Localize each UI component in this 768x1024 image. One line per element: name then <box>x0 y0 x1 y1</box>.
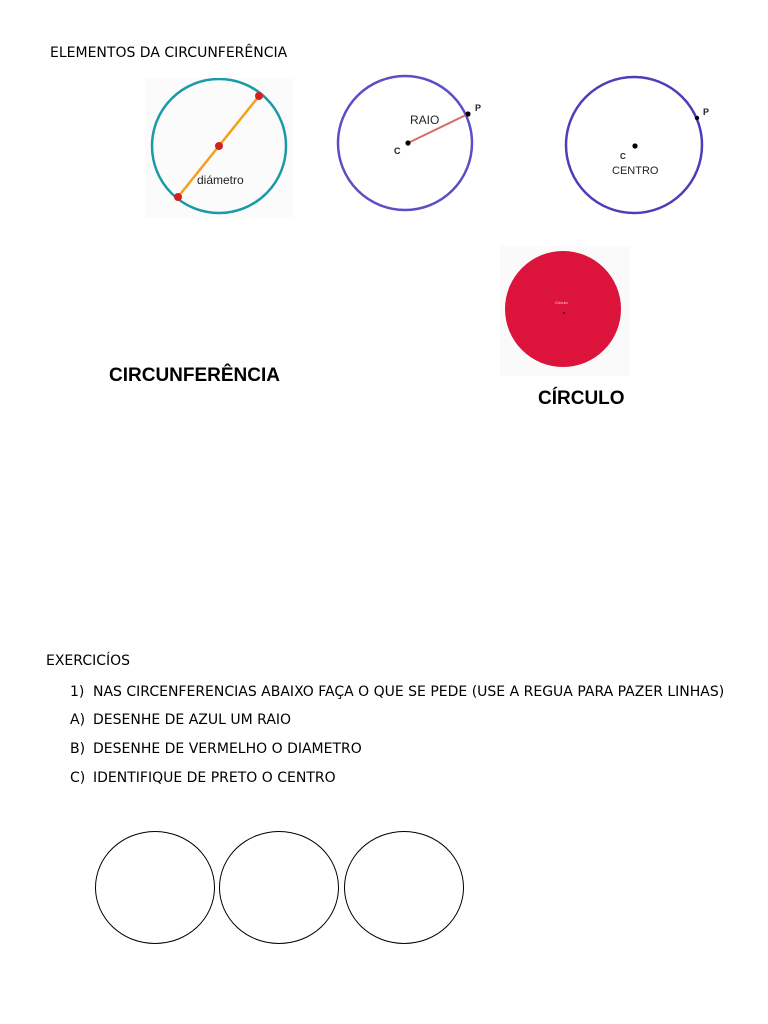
diameter-endpoint-top <box>255 92 263 100</box>
filled-circle-center <box>563 312 565 314</box>
radius-endpoint <box>465 111 470 116</box>
radius-figure <box>333 73 483 213</box>
exercise-item-1 <box>70 684 724 700</box>
center-figure-label: CENTRO <box>612 165 659 177</box>
filled-circle-figure <box>500 246 630 376</box>
radius-point-label: P <box>475 103 482 113</box>
exercise-text: DESENHE DE AZUL UM RAIO <box>93 712 292 728</box>
radius-circle <box>338 76 472 210</box>
exercise-text: NAS CIRCENFERENCIAS ABAIXO FAÇA O QUE SE PEDE (USE A REGUA PARA PAZER LINHAS) <box>93 684 725 700</box>
filled-circle <box>505 251 621 367</box>
diameter-figure <box>145 78 293 218</box>
center-point <box>632 143 637 148</box>
filled-circle-label: Círculo <box>555 300 568 305</box>
center-circle-point <box>695 116 699 120</box>
exercise-text: DESENHE DE VERMELHO O DIAMETRO <box>93 741 362 757</box>
center-p-label: P <box>703 107 710 117</box>
exercise-marker: C) <box>70 770 86 786</box>
diameter-center-point <box>215 142 223 150</box>
exercise-marker: B) <box>70 741 86 757</box>
diameter-endpoint-bottom <box>174 193 182 201</box>
exercise-item-a <box>70 712 291 728</box>
exercise-blank-circle-2[interactable] <box>219 831 339 944</box>
radius-label: RAIO <box>410 113 440 127</box>
exercise-marker: 1) <box>70 684 85 700</box>
center-c-label: C <box>620 152 626 161</box>
exercise-marker: A) <box>70 712 86 728</box>
exercise-text: IDENTIFIQUE DE PRETO O CENTRO <box>93 770 336 786</box>
center-figure <box>562 75 712 215</box>
exercise-item-c <box>70 770 336 786</box>
exercise-item-b <box>70 741 362 757</box>
circunferencia-label: CIRCUNFERÊNCIA <box>109 365 280 386</box>
radius-center-label: C <box>394 146 401 156</box>
circulo-label: CÍRCULO <box>538 388 625 409</box>
radius-center-point <box>405 140 410 145</box>
exercises-heading: EXERCICÍOS <box>46 653 131 669</box>
exercise-blank-circle-1[interactable] <box>95 831 215 944</box>
exercise-blank-circle-3[interactable] <box>344 831 464 944</box>
page-title: ELEMENTOS DA CIRCUNFERÊNCIA <box>50 45 288 61</box>
diameter-label: diámetro <box>197 173 244 187</box>
